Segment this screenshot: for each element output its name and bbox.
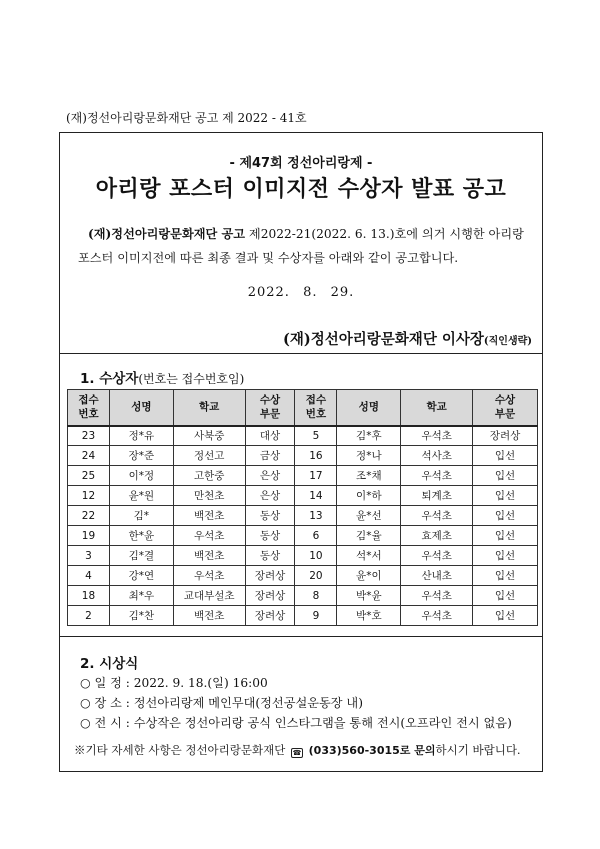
table-cell: 입선 bbox=[473, 446, 538, 466]
table-cell: 동상 bbox=[245, 506, 295, 526]
table-cell: 4 bbox=[68, 566, 110, 586]
table-cell: 입선 bbox=[473, 586, 538, 606]
table-header-cell: 수상 부문 bbox=[473, 390, 538, 426]
table-cell: 최*우 bbox=[109, 586, 173, 606]
table-cell: 14 bbox=[295, 486, 337, 506]
notice-date: 2022. 8. 29. bbox=[247, 285, 355, 300]
signature bbox=[283, 328, 532, 349]
table-cell: 이*하 bbox=[337, 486, 401, 506]
winners-table bbox=[67, 389, 538, 626]
table-cell: 입선 bbox=[473, 526, 538, 546]
table-cell: 우석초 bbox=[401, 586, 473, 606]
table-cell: 교대부설초 bbox=[173, 586, 245, 606]
table-cell: 10 bbox=[295, 546, 337, 566]
table-cell: 김*율 bbox=[337, 526, 401, 546]
signature-name: (재)정선아리랑문화재단 이사장 bbox=[283, 331, 484, 348]
table-cell: 사북중 bbox=[173, 426, 245, 446]
table-cell: 19 bbox=[68, 526, 110, 546]
table-cell: 24 bbox=[68, 446, 110, 466]
table-cell: 동상 bbox=[245, 526, 295, 546]
table-cell: 16 bbox=[295, 446, 337, 466]
table-header-cell: 접수 번호 bbox=[68, 390, 110, 426]
table-cell: 우석초 bbox=[401, 466, 473, 486]
phone-icon: ☎ bbox=[292, 749, 302, 757]
table-cell: 산내초 bbox=[401, 566, 473, 586]
table-cell: 우석초 bbox=[401, 506, 473, 526]
table-cell: 17 bbox=[295, 466, 337, 486]
table-cell: 퇴계초 bbox=[401, 486, 473, 506]
table-cell: 조*채 bbox=[337, 466, 401, 486]
table-row bbox=[68, 546, 538, 566]
notice-number: (재)정선아리랑문화재단 공고 제 2022 - 41호 bbox=[66, 111, 307, 125]
ceremony-location: ○ 장 소 : 정선아리랑제 메인무대(정선공설운동장 내) bbox=[80, 696, 363, 710]
table-cell: 이*정 bbox=[109, 466, 173, 486]
table-cell: 김* bbox=[109, 506, 173, 526]
table-cell: 6 bbox=[295, 526, 337, 546]
table-header-cell: 성명 bbox=[337, 390, 401, 426]
table-cell: 25 bbox=[68, 466, 110, 486]
table-cell: 9 bbox=[295, 606, 337, 626]
table-cell: 18 bbox=[68, 586, 110, 606]
table-cell: 은상 bbox=[245, 466, 295, 486]
table-cell: 정선고 bbox=[173, 446, 245, 466]
table-cell: 동상 bbox=[245, 546, 295, 566]
table-row bbox=[68, 566, 538, 586]
table-cell: 12 bbox=[68, 486, 110, 506]
table-cell: 2 bbox=[68, 606, 110, 626]
section-winners-note: (번호는 접수번호임) bbox=[138, 372, 245, 386]
table-cell: 한*윤 bbox=[109, 526, 173, 546]
table-cell: 김*찬 bbox=[109, 606, 173, 626]
table-row bbox=[68, 426, 538, 446]
intro-text: 제2022-21(2022. 6. 13.)호에 의거 시행한 아리랑 포스터 이미지전에 따른 최종 결과 및 수상자를 아래와 같이 공고합니다. bbox=[78, 227, 524, 265]
table-cell: 22 bbox=[68, 506, 110, 526]
table-cell: 백전초 bbox=[173, 606, 245, 626]
table-header-cell: 학교 bbox=[173, 390, 245, 426]
table-cell: 장려상 bbox=[245, 586, 295, 606]
table-cell: 장려상 bbox=[245, 606, 295, 626]
table-cell: 박*호 bbox=[337, 606, 401, 626]
table-cell: 장려상 bbox=[473, 426, 538, 446]
table-cell: 금상 bbox=[245, 446, 295, 466]
table-cell: 은상 bbox=[245, 486, 295, 506]
ceremony-schedule: ○ 일 정 : 2022. 9. 18.(일) 16:00 bbox=[80, 676, 268, 690]
table-header-row bbox=[68, 390, 538, 426]
intro-bold: (재)정선아리랑문화재단 공고 bbox=[88, 227, 246, 241]
table-cell: 김*결 bbox=[109, 546, 173, 566]
table-header-cell: 수상 부문 bbox=[245, 390, 295, 426]
table-cell: 정*나 bbox=[337, 446, 401, 466]
table-cell: 입선 bbox=[473, 486, 538, 506]
table-cell: 석*서 bbox=[337, 546, 401, 566]
table-cell: 윤*원 bbox=[109, 486, 173, 506]
table-row bbox=[68, 486, 538, 506]
table-cell: 김*후 bbox=[337, 426, 401, 446]
table-cell: 효제초 bbox=[401, 526, 473, 546]
table-cell: 우석초 bbox=[401, 606, 473, 626]
table-row bbox=[68, 586, 538, 606]
table-header-cell: 학교 bbox=[401, 390, 473, 426]
table-cell: 강*연 bbox=[109, 566, 173, 586]
table-cell: 만천초 bbox=[173, 486, 245, 506]
table-cell: 입선 bbox=[473, 506, 538, 526]
table-cell: 우석초 bbox=[173, 566, 245, 586]
table-cell: 입선 bbox=[473, 606, 538, 626]
table-row bbox=[68, 446, 538, 466]
table-cell: 윤*이 bbox=[337, 566, 401, 586]
table-cell: 우석초 bbox=[401, 546, 473, 566]
divider-bottom bbox=[59, 636, 543, 637]
table-header-cell: 성명 bbox=[109, 390, 173, 426]
table-row bbox=[68, 466, 538, 486]
table-row bbox=[68, 506, 538, 526]
table-cell: 23 bbox=[68, 426, 110, 446]
table-cell: 윤*선 bbox=[337, 506, 401, 526]
table-cell: 20 bbox=[295, 566, 337, 586]
table-cell: 고한중 bbox=[173, 466, 245, 486]
table-cell: 우석초 bbox=[401, 426, 473, 446]
contact-number: (033)560-3015로 문의 bbox=[308, 744, 436, 757]
table-cell: 대상 bbox=[245, 426, 295, 446]
divider-top bbox=[59, 353, 543, 354]
section-winners-heading: 1. 수상자(번호는 접수번호임) bbox=[80, 371, 245, 387]
table-row bbox=[68, 606, 538, 626]
ceremony-exhibition: ○ 전 시 : 수상작은 정선아리랑 공식 인스타그램을 통해 전시(오프라인 전시 없음) bbox=[80, 716, 512, 730]
table-cell: 장려상 bbox=[245, 566, 295, 586]
section-ceremony-heading: 2. 시상식 bbox=[80, 656, 139, 672]
table-cell: 8 bbox=[295, 586, 337, 606]
table-cell: 우석초 bbox=[173, 526, 245, 546]
table-cell: 3 bbox=[68, 546, 110, 566]
table-cell: 장*준 bbox=[109, 446, 173, 466]
footnote: ※기타 자세한 사항은 정선아리랑문화재단 ☎ (033)560-3015로 문의하시기 바랍니다. bbox=[74, 743, 521, 757]
table-cell: 입선 bbox=[473, 546, 538, 566]
table-row bbox=[68, 526, 538, 546]
table-cell: 백전초 bbox=[173, 506, 245, 526]
table-cell: 석사초 bbox=[401, 446, 473, 466]
table-cell: 백전초 bbox=[173, 546, 245, 566]
table-header-cell: 접수 번호 bbox=[295, 390, 337, 426]
event-subtitle: - 제47회 정선아리랑제 - bbox=[229, 156, 373, 171]
table-cell: 정*유 bbox=[109, 426, 173, 446]
seal-note: (직인생략) bbox=[483, 336, 532, 347]
intro-paragraph bbox=[78, 222, 526, 270]
table-cell: 5 bbox=[295, 426, 337, 446]
page-title: 아리랑 포스터 이미지전 수상자 발표 공고 bbox=[95, 177, 507, 202]
table-cell: 13 bbox=[295, 506, 337, 526]
table-cell: 입선 bbox=[473, 566, 538, 586]
table-cell: 박*윤 bbox=[337, 586, 401, 606]
table-cell: 입선 bbox=[473, 466, 538, 486]
